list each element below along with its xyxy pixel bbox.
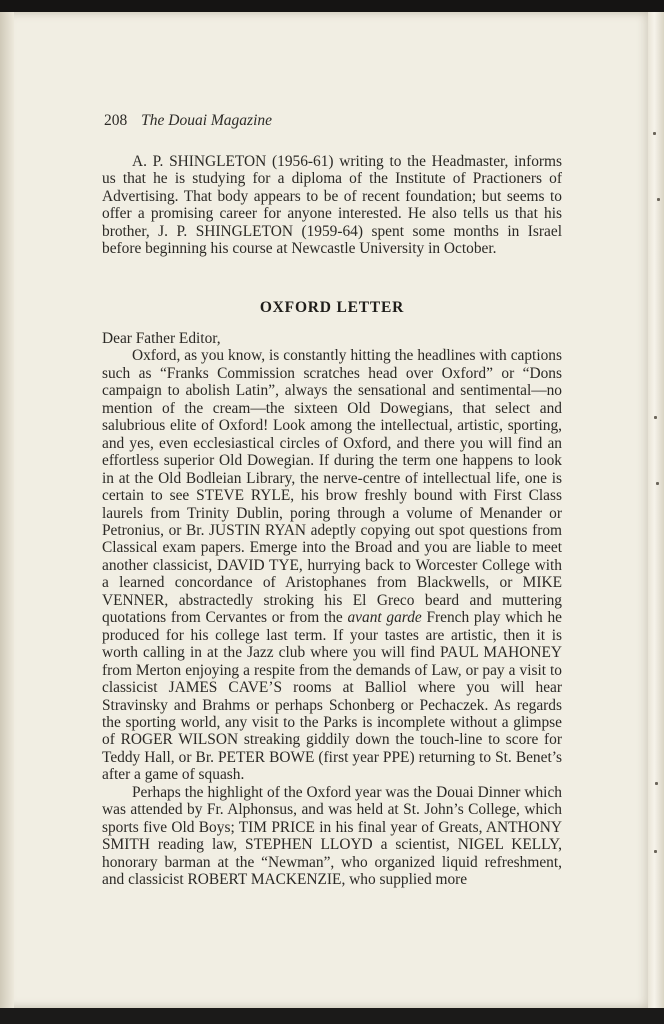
intro-paragraph: A. P. SHINGLETON (1956-61) writing to the Headmaster, informs us that he is studying for a diploma of the Institute of Practioners of Advertising. That body appears to be of recent foundation; but seems to offer a promising career for anyone interested. He also tells us that his brother, J. P. SHINGLETON (1959-64) spent some months in Israel before beginning his course at Newcastle University in October. — [102, 153, 562, 258]
running-header — [104, 112, 272, 130]
edge-speck — [655, 782, 658, 785]
page-edge-stack — [648, 12, 664, 1008]
edge-speck — [657, 198, 660, 201]
letter-paragraph-1-text: Oxford, as you know, is constantly hitting the headlines with captions such as “Franks Commission scratches head over Oxford” or “Dons campaign to abolish Latin”, always the sensational and sentimental—no mention of the cream—the sixteen Old Dowegians, that select and salubrious elite of Oxford! Look among the intellectual, artistic, sporting, and yes, even ecclesiastical circles of Oxford, and there you will find an effortless superior Old Dowegian. If during the term one happens to look in at the Old Bodleian Library, the nerve-centre of intellectual life, one is certain to see STEVE RYLE, his brow freshly bound with First Class laurels from Trinity Dublin, poring through a volume of Menander or Petronius, or Br. JUSTIN RYAN adeptly copying out spot questions from Classical exam papers. Emerge into the Broad and you are liable to meet another classicist, DAVID TYE, hurrying back to Worcester College with a learned concordance of Aristophanes from Blackwells, or MIKE VENNER, abstractedly stroking his El Greco beard and muttering quotations from Cervantes or from the — [102, 347, 562, 627]
edge-speck — [656, 482, 659, 485]
letter-body — [102, 330, 562, 889]
edge-speck — [654, 850, 657, 853]
letter-paragraph-1-continued: French play which he produced for his college last term. If your tastes are artistic, then it is worth calling in at the Jazz club where you will find PAUL MAHONEY from Merton enjoying a respite from the demands of Law, or pay a visit to classicist JAMES CAVE’S rooms at Balliol where you will hear Stravinsky and Brahms or perhaps Schonberg or Pechaczek. As regards the sporting world, any visit to the Parks is incomplete without a glimpse of ROGER WILSON streaking giddily down the touch-line to score for Teddy Hall, or Br. PETER BOWE (first year PPE) returning to St. Benet’s after a game of squash. — [102, 609, 562, 784]
edge-speck — [654, 416, 657, 419]
italic-phrase: avant garde — [347, 609, 422, 627]
page-number: 208 — [104, 112, 128, 129]
letter-paragraph-1 — [102, 347, 562, 783]
section-heading: OXFORD LETTER — [259, 299, 405, 316]
salutation: Dear Father Editor, — [102, 330, 221, 347]
scan-bottom-border — [0, 1008, 664, 1024]
magazine-title: The Douai Magazine — [141, 112, 273, 129]
edge-speck — [653, 132, 656, 135]
letter-paragraph-2: Perhaps the highlight of the Oxford year was the Douai Dinner which was attended by Fr. Alphonsus, and was held at St. John’s College, which sports five Old Boys; TIM PRICE in his final year of Greats, ANTHONY SMITH reading law, STEPHEN LLOYD a scientist, NIGEL KELLY, honorary barman at the “Newman”, who organized liquid refreshment, and classicist ROBERT MACKENZIE, who supplied more — [102, 783, 562, 889]
intro-block — [102, 153, 562, 258]
page-gutter-shadow — [0, 12, 14, 1008]
